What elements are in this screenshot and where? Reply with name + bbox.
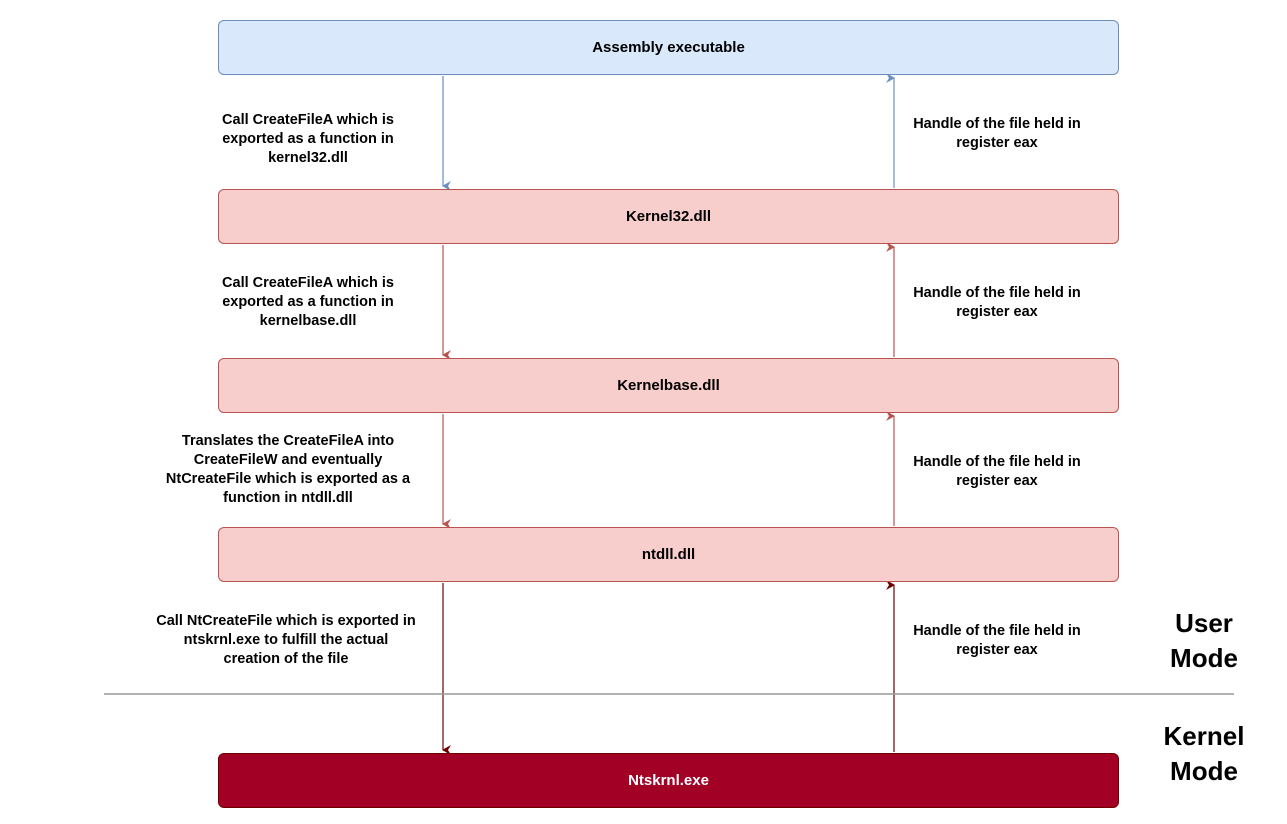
- return-label-2: Handle of the file held in register eax: [913, 285, 1081, 320]
- ntskrnl-box: Ntskrnl.exe: [218, 753, 1119, 808]
- call-label-kernel32: Call CreateFileA which is exported as a function in kernel32.dll: [222, 112, 394, 166]
- return-label-4: Handle of the file held in register eax: [913, 623, 1081, 658]
- call-label-kernelbase: Call CreateFileA which is exported as a function in kernelbase.dll: [222, 275, 394, 329]
- call-label-ntskrnl: Call NtCreateFile which is exported in ntskrnl.exe to fulfill the actual creation of the file: [156, 613, 416, 667]
- kernel-mode-label: Kernel Mode: [1163, 721, 1245, 786]
- kernelbase-box: Kernelbase.dll: [218, 358, 1119, 413]
- kernel32-box: Kernel32.dll: [218, 189, 1119, 244]
- user-mode-label: User Mode: [1170, 608, 1238, 673]
- return-label-1: Handle of the file held in register eax: [913, 116, 1081, 151]
- return-label-3: Handle of the file held in register eax: [913, 454, 1081, 489]
- call-label-ntdll: Translates the CreateFileA into CreateFileW and eventually NtCreateFile which is exported as a function in ntdll.dll: [165, 433, 411, 506]
- assembly-executable-box: Assembly executable: [218, 20, 1119, 75]
- ntdll-box: ntdll.dll: [218, 527, 1119, 582]
